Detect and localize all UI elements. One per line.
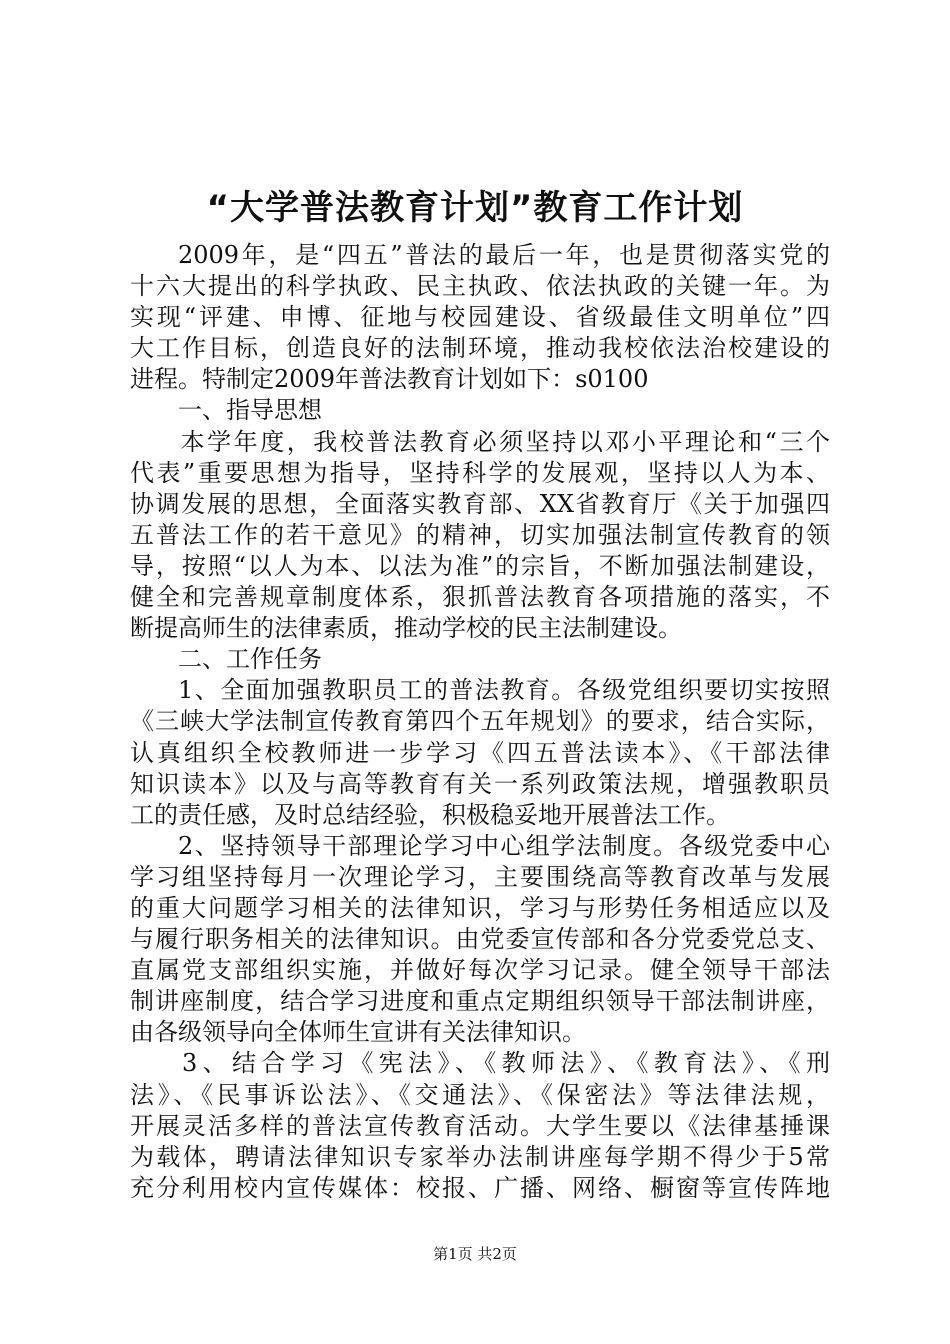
- body-line: 工的责任感，及时总结经验，积极稳妥地开展普法工作。: [130, 800, 730, 829]
- line-text: 1、全面加强教职员工的普法教育。各级党组织要切实按照: [178, 676, 830, 705]
- body-line: 法》、《民事诉讼法》、《交通法》、《保密法》等法律法规，: [130, 1080, 830, 1109]
- body-line: 代表”重要思想为指导，坚持科学的发展观，坚持以人为本、: [130, 458, 830, 487]
- section-heading: [130, 644, 830, 675]
- body-line: 进程。特制定2009年普法教育计划如下：s0100: [130, 365, 649, 394]
- body-line: 由各级领导向全体师生宣讲有关法律知识。: [130, 1018, 586, 1047]
- document-body: [130, 240, 830, 1204]
- body-line: 认真组织全校教师进一步学习《四五普法读本》、《干部法律: [130, 738, 830, 767]
- body-line: 充分利用校内宣传媒体：校报、广播、网络、橱窗等宣传阵地: [130, 1173, 830, 1202]
- body-line: 健全和完善规章制度体系，狠抓普法教育各项措施的落实，不: [130, 583, 830, 612]
- body-line: 《三峡大学法制宣传教育第四个五年规划》的要求，结合实际，: [130, 707, 830, 736]
- body-line: 协调发展的思想，全面落实教育部、XX省教育厅《关于加强四: [130, 489, 830, 518]
- body-line: 十六大提出的科学执政、民主执政、依法执政的关键一年。为: [130, 272, 830, 301]
- line-text: 一、指导思想: [178, 396, 322, 425]
- body-line: 学习组坚持每月一次理论学习，主要围绕高等教育改革与发展: [130, 862, 830, 891]
- body-line: [130, 831, 830, 862]
- body-line: 五普法工作的若干意见》的精神，切实加强法制宣传教育的领: [130, 520, 830, 549]
- body-line: 断提高师生的法律素质，推动学校的民主法制建设。: [130, 614, 682, 643]
- body-line: 与履行职务相关的法律知识。由党委宣传部和各分党委党总支、: [130, 925, 830, 954]
- body-line: 开展灵活多样的普法宣传教育活动。大学生要以《法律基捶课: [130, 1111, 830, 1140]
- body-line: [130, 1048, 830, 1079]
- body-line: 的重大问题学习相关的法律知识，学习与形势任务相适应以及: [130, 893, 830, 922]
- body-line: [130, 240, 830, 271]
- line-text: 2009年，是“四五”普法的最后一年，也是贯彻落实党的: [178, 241, 830, 269]
- body-line: 大工作目标，创造良好的法制环境，推动我校依法治校建设的: [130, 334, 830, 363]
- line-text: 3、结合学习《宪法》、《教师法》、《教育法》、《刑: [182, 1049, 830, 1078]
- body-line: [130, 675, 830, 706]
- line-text: 2、坚持领导干部理论学习中心组学法制度。各级党委中心: [178, 831, 830, 860]
- body-line: [130, 427, 830, 458]
- body-line: 实现“评建、申博、征地与校园建设、省级最佳文明单位”四: [130, 303, 830, 332]
- line-text: 二、工作任务: [178, 645, 322, 674]
- body-line: 导，按照“以人为本、以法为准”的宗旨，不断加强法制建设，: [130, 551, 830, 580]
- document-title: “大学普法教育计划”教育工作计划: [206, 188, 744, 228]
- line-text: 本学年度，我校普法教育必须坚持以邓小平理论和“三个: [178, 427, 830, 456]
- body-line: 制讲座制度，结合学习进度和重点定期组织领导干部法制讲座，: [130, 987, 830, 1016]
- page-footer: 第1页 共2页: [433, 1245, 517, 1263]
- body-line: 直属党支部组织实施，并做好每次学习记录。健全领导干部法: [130, 956, 830, 985]
- body-line: 为载体，聘请法律知识专家举办法制讲座每学期不得少于5常: [130, 1142, 830, 1171]
- section-heading: [130, 395, 830, 426]
- body-line: 知识读本》以及与高等教育有关一系列政策法规，增强教职员: [130, 769, 830, 798]
